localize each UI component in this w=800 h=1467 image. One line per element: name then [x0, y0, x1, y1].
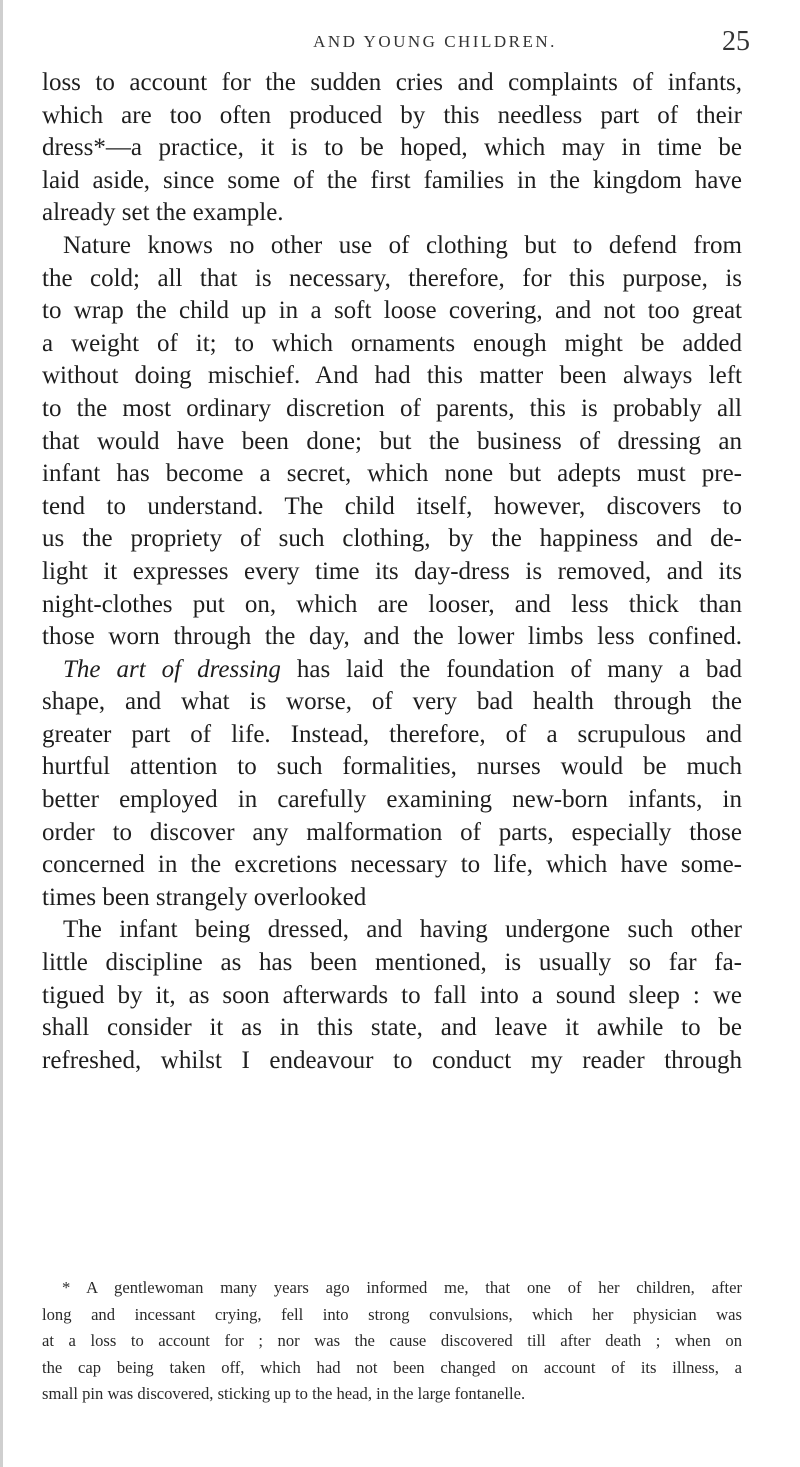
page-header — [120, 28, 750, 62]
text-line: better employed in carefully examining new-born infants, in — [42, 786, 742, 814]
text-line: refreshed, whilst I endeavour to conduct my reader through — [42, 1046, 742, 1074]
text-line: to the most ordinary discretion of parents, this is probably all — [42, 394, 742, 422]
text-line: a weight of it; to which ornaments enough might be added — [42, 329, 742, 357]
text-line: shape, and what is worse, of very bad health through the — [42, 688, 742, 716]
text-line: tigued by it, as soon afterwards to fall into a sound sleep : we — [42, 981, 742, 1009]
text-line: hurtful attention to such formalities, nurses would be much — [42, 753, 742, 781]
text-line: dress*—a practice, it is to be hoped, which may in time be — [42, 134, 742, 162]
text-line: to wrap the child up in a soft loose covering, and not too great — [42, 297, 742, 325]
footnote-line: the cap being taken off, which had not been changed on account of its illness, a — [42, 1357, 742, 1377]
text-line: which are too often produced by this needless part of their — [42, 101, 742, 129]
text-line: light it expresses every time its day-dress is removed, and its — [42, 557, 742, 585]
text-line: The infant being dressed, and having undergone such other — [63, 916, 742, 944]
text-line: infant has become a secret, which none but adepts must pre- — [42, 460, 742, 488]
text-line: tend to understand. The child itself, however, discovers to — [42, 492, 742, 520]
text-line: already set the example. — [42, 199, 284, 227]
text-line: laid aside, since some of the first families in the kingdom have — [42, 166, 742, 194]
italic-phrase: The art of dressing — [63, 655, 281, 683]
text-line: loss to account for the sudden cries and complaints of infants, — [42, 69, 742, 96]
text-line-italic-start — [42, 654, 742, 687]
running-head: AND YOUNG CHILDREN. — [313, 32, 557, 51]
footnote-line: * A gentlewoman many years ago informed me, that one of her children, after — [62, 1278, 742, 1297]
text-line: without doing mischief. And had this matter been always left — [42, 362, 742, 390]
text-line: Nature knows no other use of clothing but to defend from — [63, 231, 742, 259]
text-line: times been strangely overlooked — [42, 883, 367, 911]
text-line: us the propriety of such clothing, by the happiness and de- — [42, 525, 742, 553]
text-line: that would have been done; but the business of dressing an — [42, 427, 742, 455]
text-line: the cold; all that is necessary, therefore, for this purpose, is — [42, 264, 742, 292]
text-line: night-clothes put on, which are looser, and less thick than — [42, 590, 742, 618]
text-line: shall consider it as in this state, and leave it awhile to be — [42, 1014, 742, 1042]
text-line: greater part of life. Instead, therefore, of a scrupulous and — [42, 720, 742, 748]
page-edge — [0, 0, 3, 1467]
text-line: those worn through the day, and the lower limbs less confined. — [42, 623, 742, 651]
footnote — [42, 1275, 742, 1408]
text-line: order to discover any malformation of parts, especially those — [42, 818, 742, 846]
text-line: concerned in the excretions necessary to life, which have some- — [42, 851, 742, 879]
footnote-line: long and incessant crying, fell into strong convulsions, which her physician was — [42, 1304, 742, 1324]
text-line: little discipline as has been mentioned, is usually so far fa- — [42, 949, 742, 977]
footnote-line: at a loss to account for ; nor was the cause discovered till after death ; when on — [42, 1331, 742, 1350]
body-text — [42, 67, 742, 1077]
footnote-line: small pin was discovered, sticking up to the head, in the large fontanelle. — [42, 1384, 526, 1403]
line-rest: has laid the foundation of many a bad — [280, 655, 743, 683]
page-number: 25 — [722, 26, 750, 57]
